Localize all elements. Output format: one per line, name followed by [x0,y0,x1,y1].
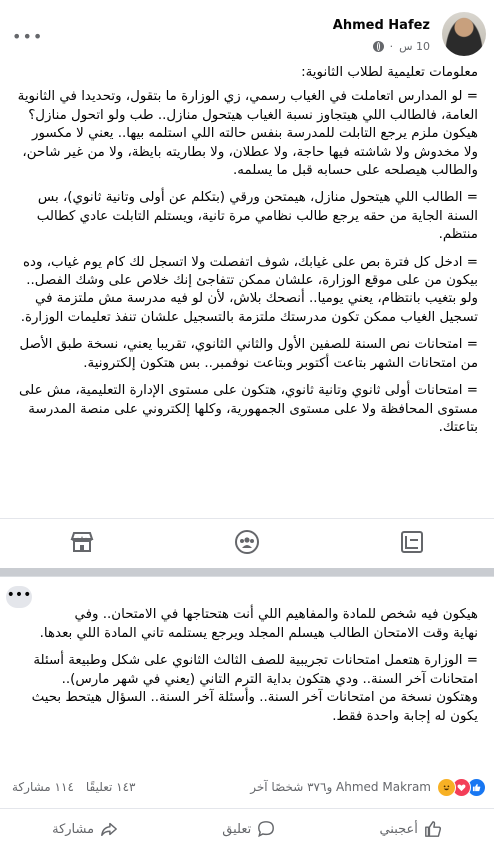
post-paragraph: = الوزارة هتعمل امتحانات تجريبية للصف الثالث الثانوي على شكل وطبيعة أسئلة امتحانات آخر السنة.. ودي هتكون بداية الترم التاني (يعني في شهر مارس).. وهتكون نسخة من امتحانات آخر السنة.. وأسئلة آخر السنة.. السؤال هيتحط بحيث يكون له إجابة واحدة فقط. [31,653,478,724]
text-fade [0,498,494,520]
comment-label: تعليق [222,821,252,837]
avatar[interactable] [442,12,486,56]
post-paragraph: = لو المدارس اتعاملت في الغياب رسمي، زي الوزارة ما بتقول، وتحديدا في الثانوية العامة، فالطالب اللي هيتجاوز نسبة الغياب هيتحول منازل.. طب ولو اتحول منازل؟ هيكون ملزم يرجع التابلت للمدرسة بنفس حالته اللي استلمه بيها.. يعني لا مكسور ولا مخدوش ولا شاشته فيها حاجة، ولا عطلان، ولا بطاريته بايظة، ولا من غير شاحن، والطالب هيصلحه على حسابه قبل ما يسلمه. [17,89,478,179]
globe-icon [373,41,384,52]
share-button[interactable] [52,820,118,838]
share-icon [100,820,118,838]
more-options-icon[interactable]: ••• [12,27,44,46]
post-actions [0,808,494,849]
comments-count[interactable]: ١٤٣ تعليقًا [85,780,136,794]
like-label: أعجبني [379,821,418,837]
shares-count[interactable]: ١١٤ مشاركة [12,780,74,794]
engagement-counts [12,780,136,794]
feeds-icon[interactable] [399,529,425,555]
share-label: مشاركة [52,821,95,837]
groups-icon[interactable] [234,529,260,555]
feed-divider [0,568,494,576]
reaction-icons [437,778,482,797]
more-options-icon[interactable]: ••• [6,586,32,608]
post-paragraph: = الطالب اللي هيتحول منازل، هيمتحن ورقي (بتكلم عن أولى وتانية ثانوي)، بس السنة الجاية من حقه يرجع طالب نظامي مرة تانية، ويستلم التابلت عادي كطالب منتظم. [36,190,478,243]
author-name[interactable]: Ahmed Hafez [332,18,430,33]
thumbs-up-icon [424,820,442,838]
reactions-summary[interactable] [12,776,482,798]
like-button[interactable] [379,820,441,838]
post-paragraph: معلومات تعليمية لطلاب الثانوية: [301,65,478,80]
post-paragraph-partial: هيكون فيه شخص للمادة والمفاهيم اللي أنت هتحتاجها في الامتحان.. وفي [74,607,478,622]
reactions-text[interactable]: Ahmed Makram و٣٧٦ شخصًا آخر [250,780,431,794]
post-meta [373,40,430,53]
post-body [16,64,478,516]
bottom-nav-bar [0,518,494,565]
post-body [16,607,478,747]
post-paragraph: = امتحانات أولى ثانوي وتانية ثانوي، هتكون على مستوى الإدارة التعليمية، مش على مستوى المحافظة ولا على مستوى الجمهورية، وكلها إلكتروني على منصة المدرسة بتاعتك. [18,383,478,435]
post-paragraph: = ادخل كل فترة بص على غيابك، شوف اتفصلت ولا اتسجل لك كام يوم غياب، وده بيكون من على موقع الوزارة، علشان ممكن تتفاجئ إنك خلاص على وشك الفصل.. ولو بتغيب بانتظام، يعني يوميا.. أنصحك بلاش، لأن لو فيه مدرسة مش ملتزمة في تسجيل الغياب ممكن تكون مدرستك ملتزمة بالتسجيل علشان تنفذ تعليمات الوزارة. [20,254,478,325]
laugh-reaction-icon [437,778,456,797]
post-time[interactable]: 10 س [399,40,430,53]
post-paragraph: نهاية وقت الامتحان الطالب هيسلم المجلد ويرجع يستلمه تاني المادة اللي بعدها. [39,626,478,641]
comment-button[interactable] [222,820,275,838]
marketplace-icon[interactable] [69,529,95,555]
meta-separator: · [389,40,394,53]
comment-icon [257,820,275,838]
post-paragraph: = امتحانات نص السنة للصفين الأول والثاني الثانوي، تقريبا يعني، نسخة طبق الأصل من امتحانات الشهر بتاعت أكتوبر وبتاعت نوفمبر.. بس هتكون إلكترونية. [19,337,478,371]
